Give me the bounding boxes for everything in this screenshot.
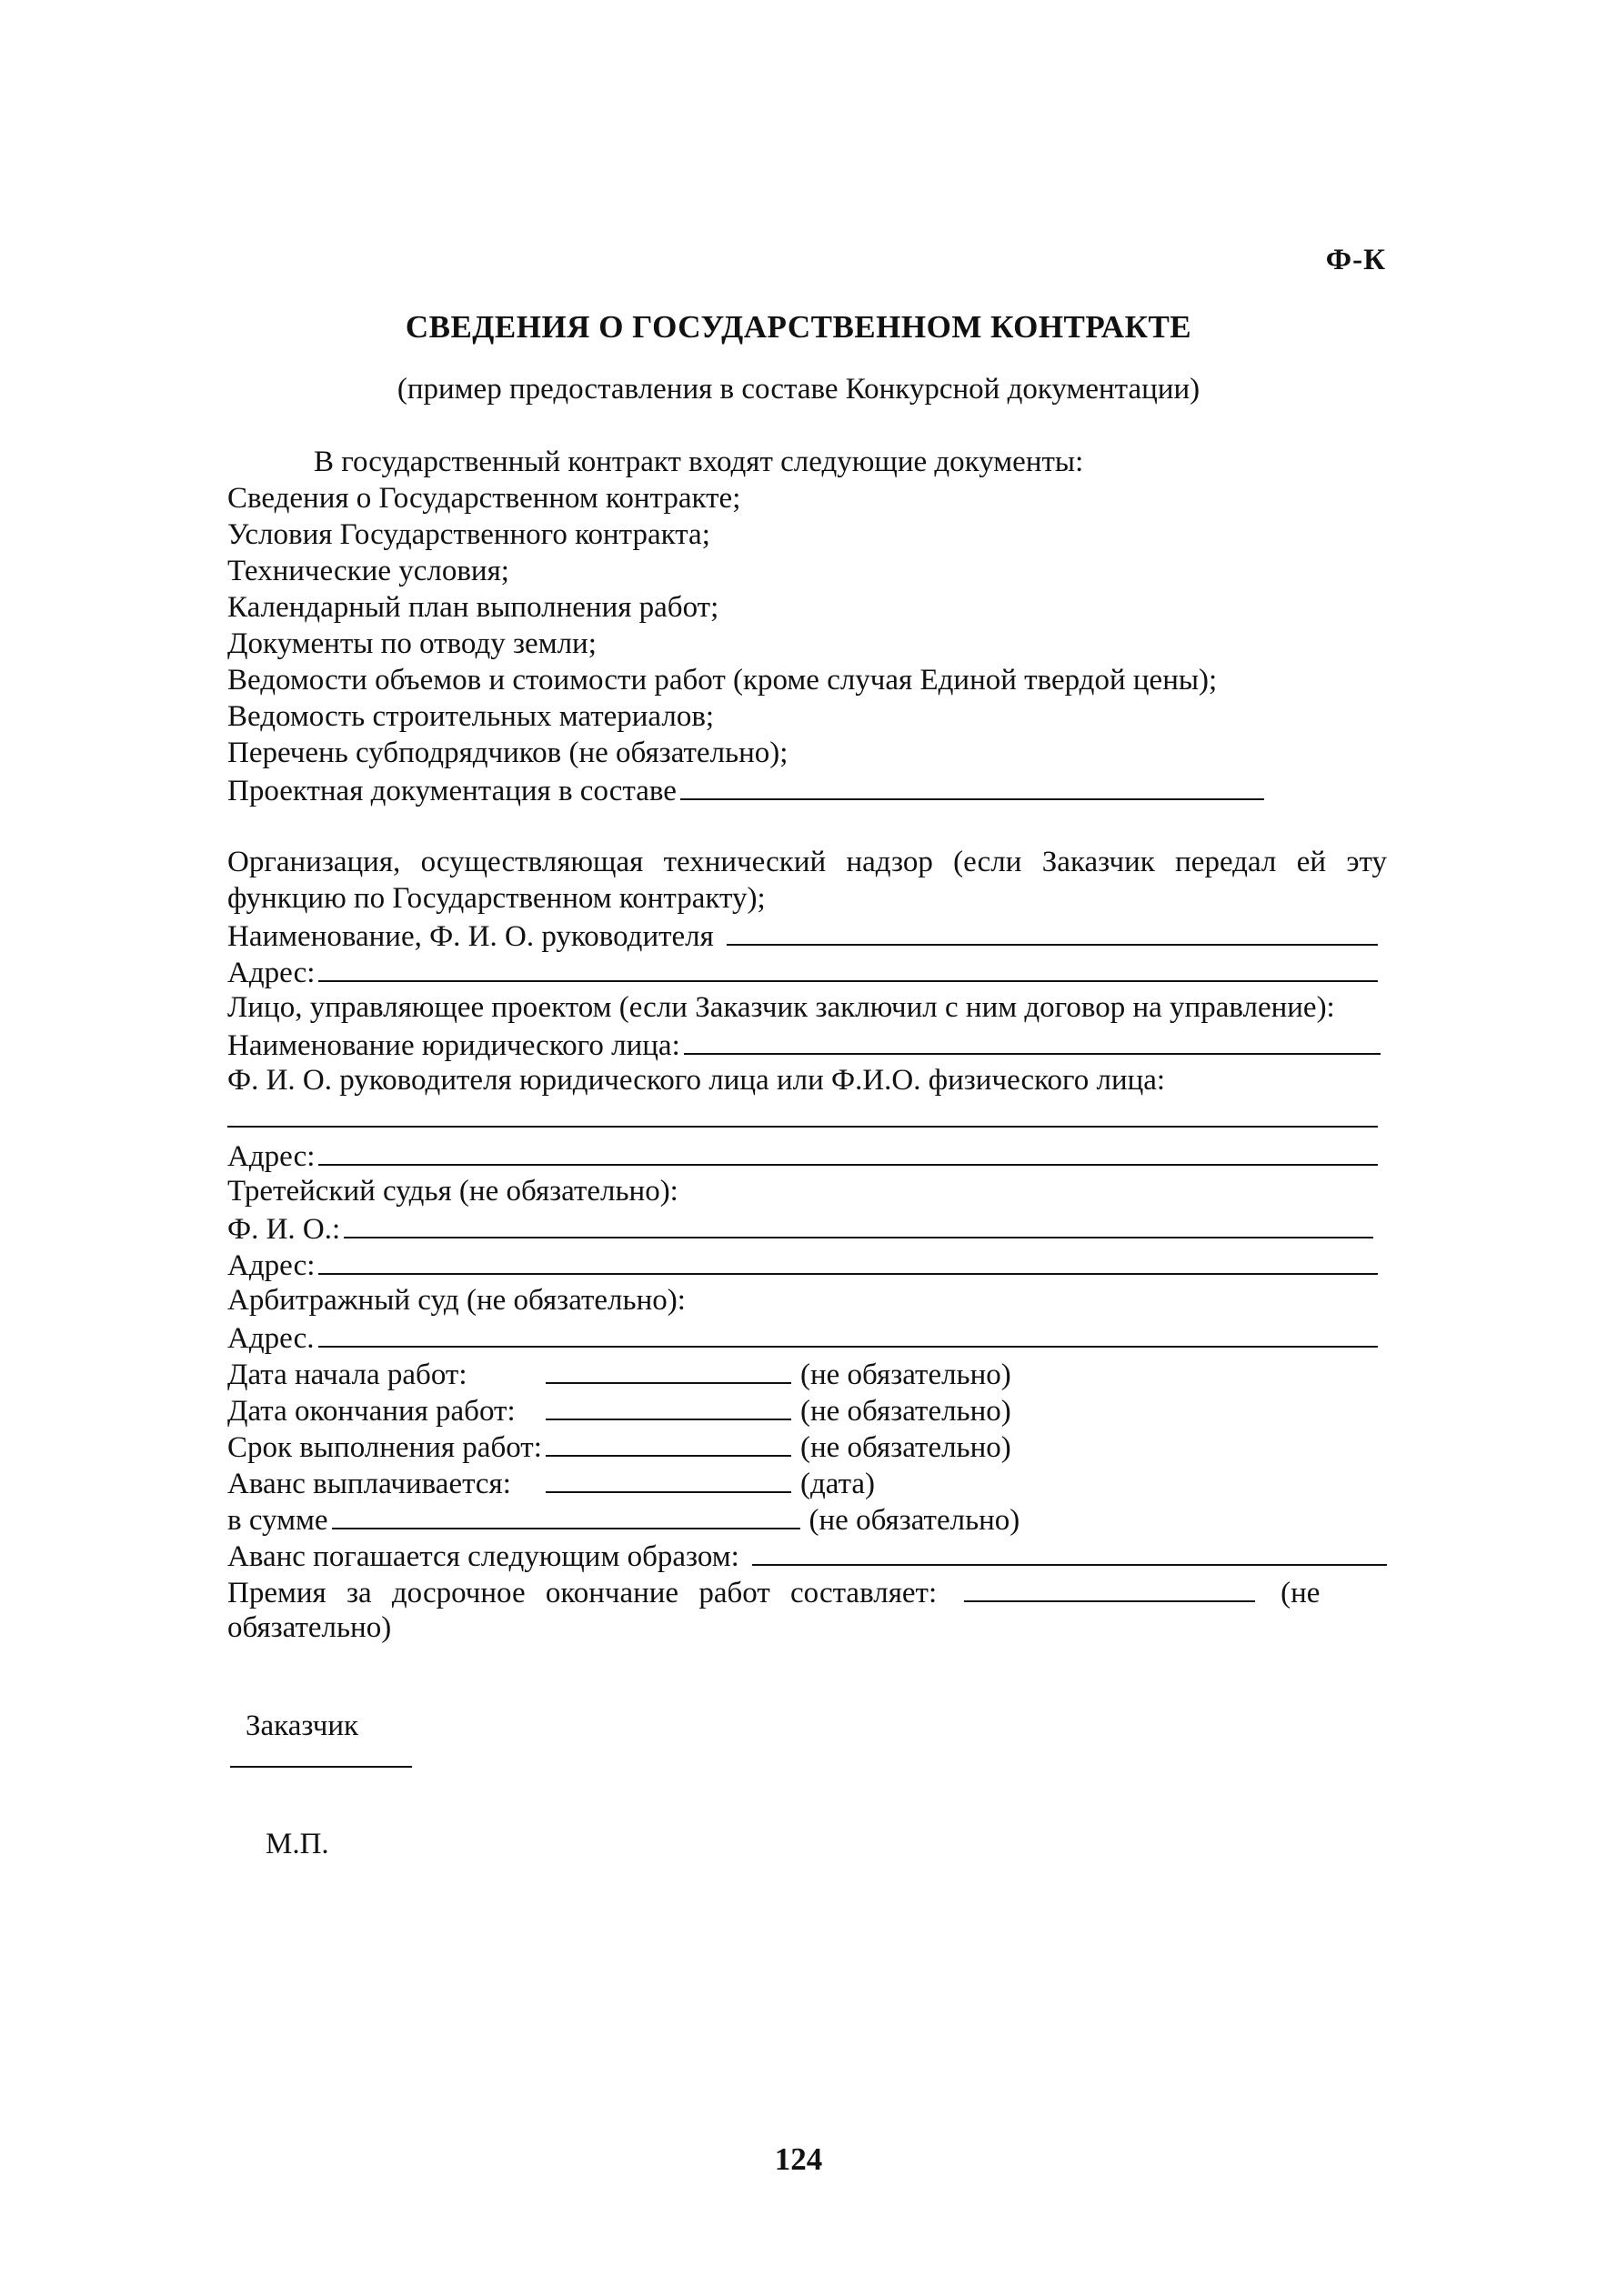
- arbiter-address-field[interactable]: [318, 1246, 1378, 1275]
- term-row: [227, 1500, 1387, 1537]
- doc-item: [227, 735, 1387, 771]
- bonus-field[interactable]: [964, 1573, 1255, 1602]
- pm-heading-line: [227, 989, 1387, 1026]
- bonus-note-end: обязательно): [227, 1611, 392, 1644]
- document-title: СВЕДЕНИЯ О ГОСУДАРСТВЕННОМ КОНТРАКТЕ: [405, 309, 1192, 345]
- project-docs-line: [227, 771, 1264, 807]
- court-heading: Арбитражный суд (не обязательно):: [227, 1284, 686, 1317]
- supervision-text-1: Организация, осуществляющая технический надзор (если Заказчик передал ей эту: [227, 846, 1387, 878]
- spacer: [227, 807, 1387, 844]
- supervision-line-2: [227, 880, 1387, 917]
- supervision-text-2: функцию по Государственном контракту);: [227, 882, 766, 915]
- bonus-note-start: (не: [1281, 1577, 1321, 1609]
- pm-head-fio-field[interactable]: [227, 1098, 1378, 1128]
- term-field[interactable]: [546, 1391, 791, 1420]
- supervision-address-label: Адрес:: [227, 957, 316, 989]
- advance-repay-line: [227, 1537, 1387, 1573]
- doc-item-text: Ведомости объемов и стоимости работ (кроме случая Единой твердой цены);: [227, 664, 1218, 697]
- term-note: (не обязательно): [800, 1359, 1011, 1391]
- pm-address-label: Адрес:: [227, 1140, 316, 1173]
- term-note: (не обязательно): [809, 1504, 1020, 1537]
- term-field[interactable]: [546, 1464, 791, 1493]
- doc-item: [227, 698, 1387, 735]
- arbiter-heading-line: [227, 1173, 1387, 1209]
- court-heading-line: [227, 1282, 1387, 1318]
- term-note: (не обязательно): [800, 1395, 1011, 1428]
- supervision-head-label: Наименование, Ф. И. О. руководителя: [227, 920, 714, 953]
- supervision-line-1: [227, 844, 1387, 880]
- page-number: 124: [774, 2141, 823, 2177]
- doc-item-text: Условия Государственного контракта;: [227, 518, 710, 551]
- doc-item: [227, 626, 1387, 662]
- court-address-line: [227, 1318, 1378, 1355]
- customer-label: Заказчик: [246, 1709, 359, 1742]
- term-row: [227, 1428, 1387, 1464]
- bonus-line-2: [227, 1609, 1387, 1646]
- arbiter-fio-label: Ф. И. О.:: [227, 1213, 341, 1246]
- term-label: в сумме: [227, 1504, 328, 1537]
- term-label: Аванс выплачивается:: [227, 1468, 511, 1500]
- pm-legal-name-field[interactable]: [684, 1026, 1381, 1055]
- term-note: (не обязательно): [800, 1431, 1011, 1464]
- pm-legal-name-line: [227, 1026, 1381, 1062]
- supervision-address-field[interactable]: [318, 953, 1378, 982]
- pm-address-line: [227, 1137, 1378, 1173]
- document-body: [227, 444, 1387, 1646]
- term-label: Срок выполнения работ:: [227, 1431, 542, 1464]
- doc-item-text: Ведомость строительных материалов;: [227, 700, 715, 733]
- project-docs-field[interactable]: [680, 771, 1264, 800]
- project-docs-label: Проектная документация в составе: [227, 775, 677, 807]
- advance-repay-field[interactable]: [752, 1537, 1387, 1566]
- doc-item-text: Календарный план выполнения работ;: [227, 591, 719, 624]
- term-row: [227, 1391, 1387, 1428]
- court-address-field[interactable]: [318, 1318, 1379, 1348]
- arbiter-fio-field[interactable]: [344, 1209, 1373, 1238]
- form-code: Ф-К: [1325, 244, 1386, 276]
- term-label: Дата начала работ:: [227, 1359, 467, 1391]
- pm-address-field[interactable]: [318, 1137, 1378, 1166]
- doc-item-text: Сведения о Государственном контракте;: [227, 482, 741, 515]
- term-field[interactable]: [546, 1428, 791, 1457]
- intro-line: [227, 444, 1387, 480]
- pm-head-fio-line: [227, 1062, 1387, 1098]
- pm-legal-name-label: Наименование юридического лица:: [227, 1029, 680, 1062]
- supervision-head-line: [227, 917, 1378, 953]
- term-note: (дата): [800, 1468, 876, 1500]
- pm-head-fio-label: Ф. И. О. руководителя юридического лица или Ф.И.О. физического лица:: [227, 1064, 1166, 1097]
- intro-text: В государственный контракт входят следующие документы:: [314, 446, 1084, 478]
- doc-item-text: Технические условия;: [227, 555, 509, 587]
- term-field[interactable]: [546, 1355, 791, 1384]
- doc-item-text: Документы по отводу земли;: [227, 627, 597, 660]
- supervision-head-field[interactable]: [727, 917, 1378, 946]
- bonus-line: [227, 1573, 1387, 1609]
- doc-item-text: Перечень субподрядчиков (не обязательно);: [227, 737, 788, 769]
- doc-item: [227, 516, 1387, 553]
- term-label: Дата окончания работ:: [227, 1395, 516, 1428]
- arbiter-fio-line: [227, 1209, 1373, 1246]
- term-row: [227, 1464, 1387, 1500]
- court-address-label: Адрес.: [227, 1322, 315, 1355]
- advance-repay-label: Аванс погашается следующим образом:: [227, 1540, 739, 1573]
- term-field[interactable]: [332, 1500, 800, 1529]
- arbiter-address-line: [227, 1246, 1378, 1282]
- stamp-label: М.П.: [266, 1828, 329, 1860]
- customer-signature-field[interactable]: [230, 1766, 412, 1768]
- bonus-text: Премия за досрочное окончание работ составляет:: [227, 1577, 938, 1609]
- arbiter-heading: Третейский судья (не обязательно):: [227, 1175, 678, 1208]
- doc-item: [227, 662, 1387, 698]
- doc-item: [227, 480, 1387, 516]
- term-row: [227, 1355, 1387, 1391]
- doc-item: [227, 553, 1387, 589]
- pm-heading: Лицо, управляющее проектом (если Заказчик заключил с ним договор на управление):: [227, 991, 1335, 1024]
- doc-item: [227, 589, 1387, 626]
- arbiter-address-label: Адрес:: [227, 1249, 316, 1282]
- document-subtitle: (пример предоставления в составе Конкурсной документации): [397, 373, 1200, 406]
- supervision-address-line: [227, 953, 1378, 989]
